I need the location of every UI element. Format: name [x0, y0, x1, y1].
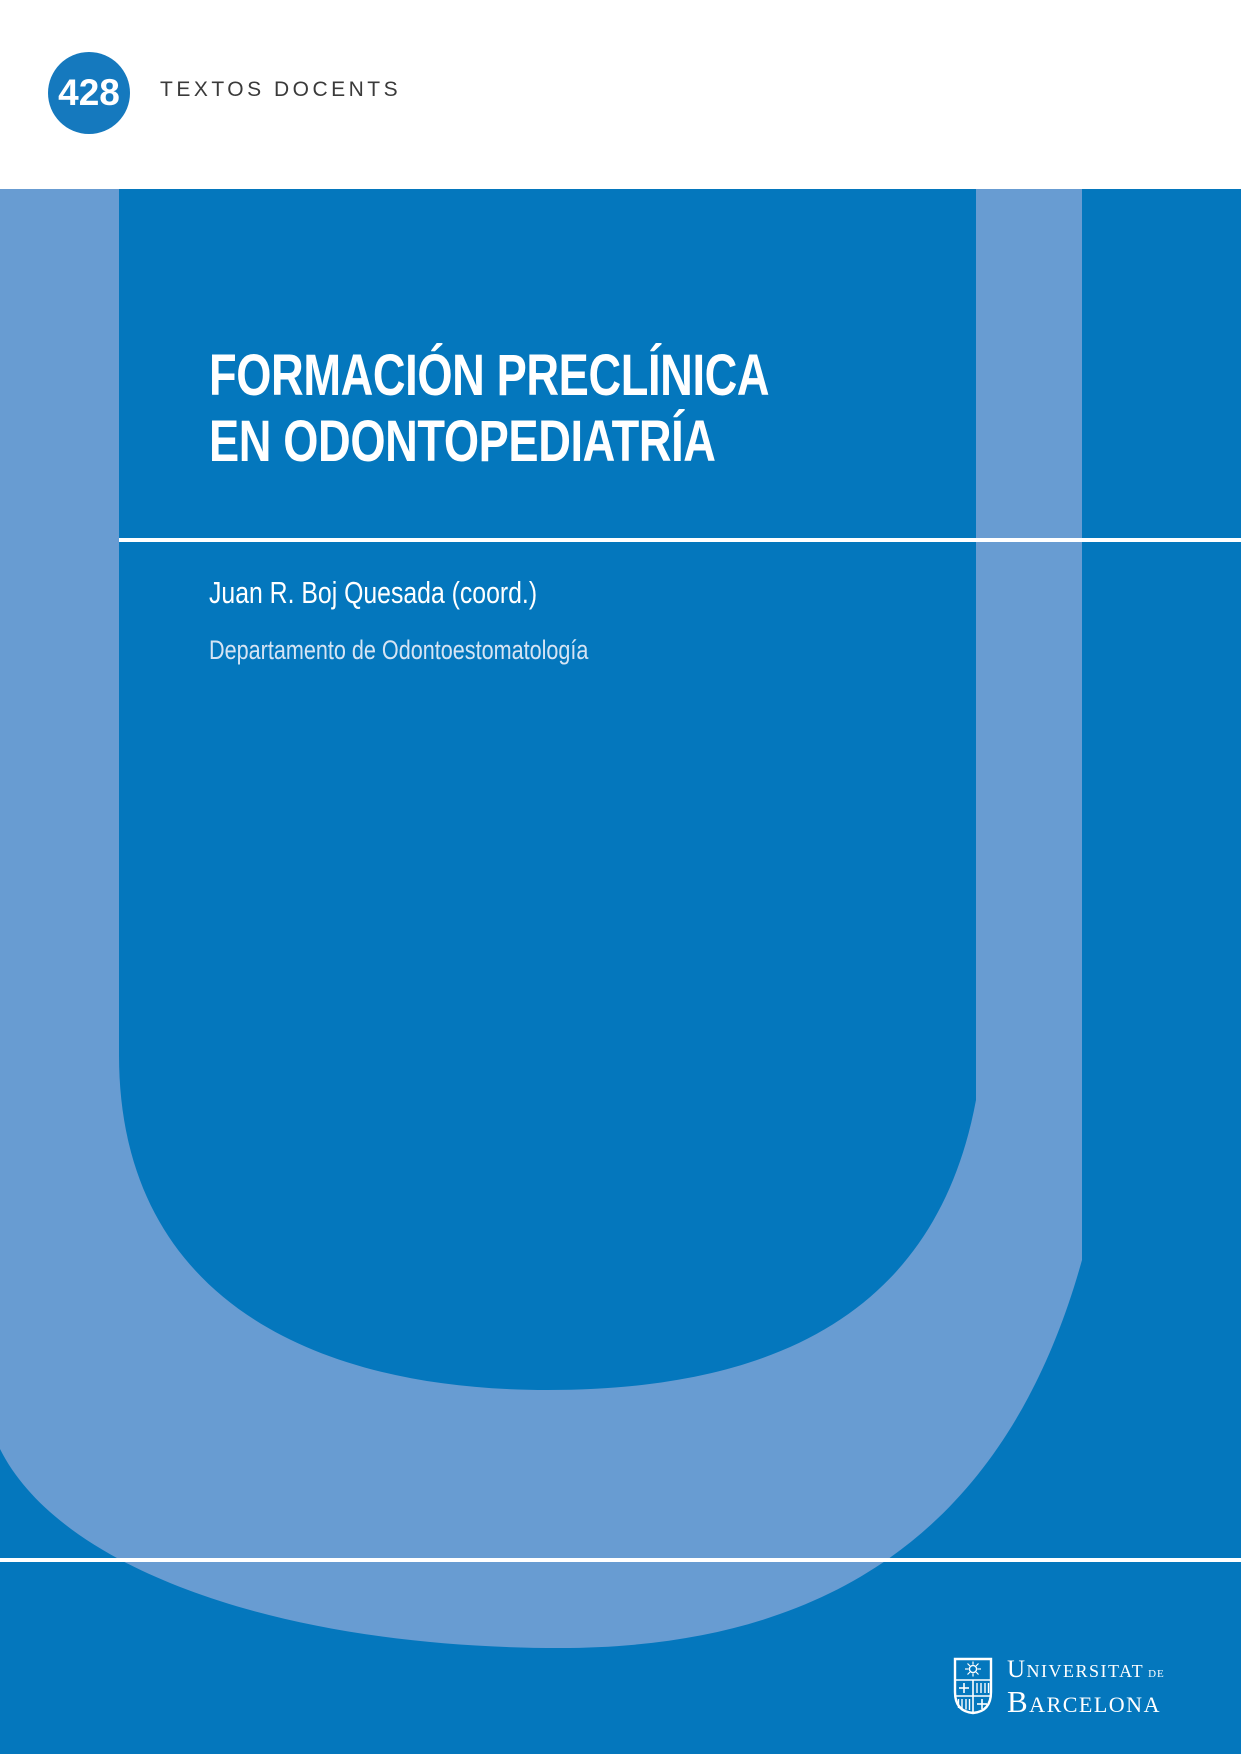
header-band — [0, 0, 1241, 189]
series-name: TEXTOS DOCENTS — [160, 78, 402, 101]
title-divider-rule — [119, 538, 1241, 542]
publisher-logo — [952, 1656, 1165, 1717]
publisher-name-connector: de — [1148, 1664, 1165, 1681]
publisher-name — [1007, 1657, 1165, 1717]
department: Departamento de Odontoestomatología — [209, 635, 589, 665]
bottom-divider-rule — [0, 1558, 1241, 1562]
page-title — [209, 343, 769, 475]
publisher-name-line2: Barcelona — [1007, 1684, 1161, 1719]
page-title-line2: EN ODONTOPEDIATRÍA — [209, 409, 716, 474]
series-number: 428 — [58, 72, 120, 113]
cover — [0, 189, 1241, 1754]
ub-shield-icon — [952, 1656, 994, 1716]
page-title-line1: FORMACIÓN PRECLÍNICA — [209, 343, 770, 408]
publisher-name-line1: Universitat — [1007, 1656, 1145, 1683]
series-number-badge — [48, 52, 130, 134]
author: Juan R. Boj Quesada (coord.) — [209, 575, 538, 610]
